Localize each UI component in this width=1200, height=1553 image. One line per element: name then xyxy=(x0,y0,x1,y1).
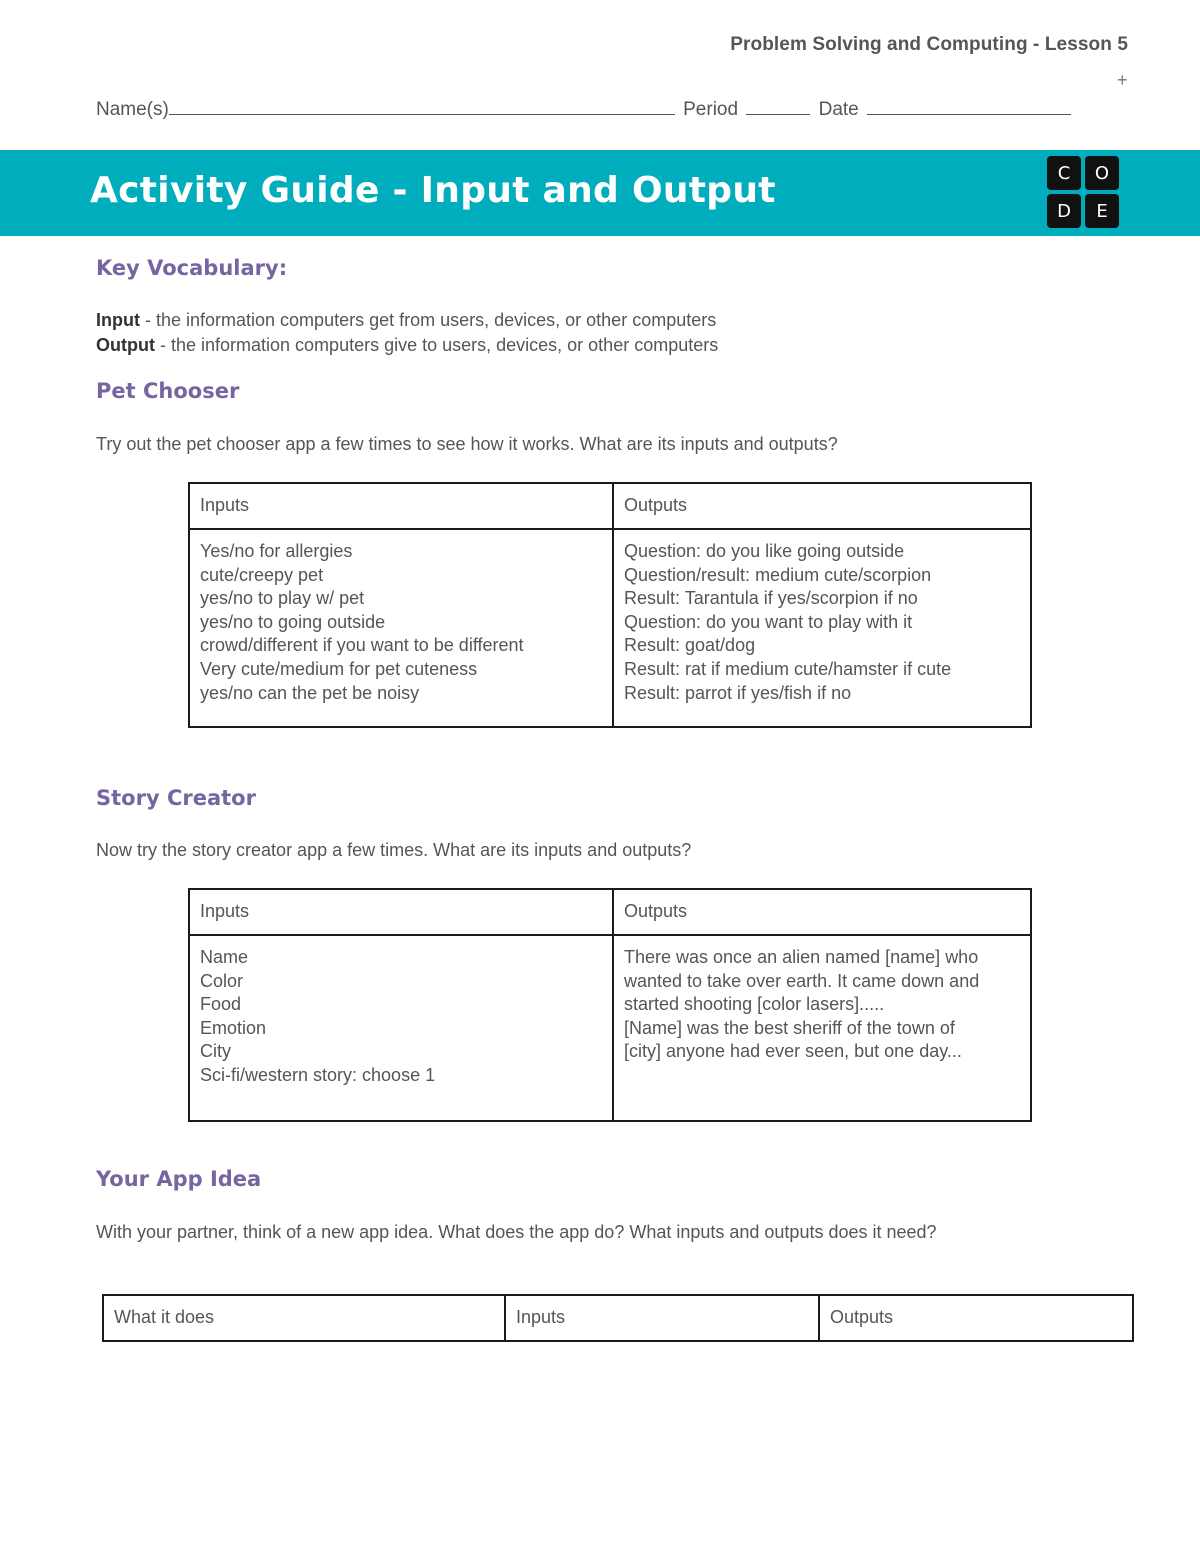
list-item: [Name] was the best sheriff of the town of xyxy=(624,1017,955,1038)
list-item: Result: parrot if yes/fish if no xyxy=(624,682,852,703)
what-it-does-column-header[interactable]: What it does xyxy=(103,1295,505,1341)
input-term: Input xyxy=(96,310,140,330)
date-label: Date xyxy=(818,99,859,120)
list-item: Very cute/medium for pet cuteness xyxy=(200,658,478,679)
story-inputs-cell[interactable] xyxy=(189,935,613,1121)
title-banner xyxy=(0,150,1200,236)
list-item: Emotion xyxy=(200,1017,267,1038)
list-item: wanted to take over earth. It came down and xyxy=(624,970,980,991)
outputs-column-header: Outputs xyxy=(613,483,1031,529)
list-item: Result: rat if medium cute/hamster if cute xyxy=(624,658,952,679)
logo-letter: E xyxy=(1085,194,1119,228)
inputs-column-header: Inputs xyxy=(189,483,613,529)
vocab-definitions xyxy=(96,308,718,358)
list-item: There was once an alien named [name] who xyxy=(624,947,979,967)
code-logo xyxy=(1047,156,1119,228)
app-idea-prompt: With your partner, think of a new app idea. What does the app do? What inputs and outputs does it need? xyxy=(96,1222,937,1242)
story-creator-prompt: Now try the story creator app a few times. What are its inputs and outputs? xyxy=(96,840,692,860)
list-item: Name xyxy=(200,947,249,967)
list-item: City xyxy=(200,1041,231,1062)
pet-chooser-prompt: Try out the pet chooser app a few times to see how it works. What are its inputs and outputs? xyxy=(96,434,838,454)
table-row xyxy=(189,935,1031,1121)
list-item: yes/no to play w/ pet xyxy=(200,588,365,609)
period-blank[interactable] xyxy=(746,96,810,115)
period-label: Period xyxy=(683,99,739,120)
app-idea-heading: Your App Idea xyxy=(96,1167,262,1191)
list-item: started shooting [color lasers]..... xyxy=(624,994,885,1015)
pet-outputs-cell[interactable] xyxy=(613,529,1031,727)
list-item: Food xyxy=(200,994,242,1015)
table-header-row xyxy=(189,483,1031,529)
output-definition xyxy=(96,333,718,358)
list-item: yes/no can the pet be noisy xyxy=(200,682,420,703)
list-item: [city] anyone had ever seen, but one day... xyxy=(624,1041,962,1062)
input-definition xyxy=(96,308,718,333)
table-header-row xyxy=(189,889,1031,935)
name-label: Name(s) xyxy=(96,99,169,120)
list-item: Result: Tarantula if yes/scorpion if no xyxy=(624,588,918,609)
story-creator-heading: Story Creator xyxy=(96,786,256,810)
outputs-column-header: Outputs xyxy=(613,889,1031,935)
inputs-column-header[interactable]: Inputs xyxy=(505,1295,819,1341)
course-lesson-title: Problem Solving and Computing - Lesson 5 xyxy=(730,34,1128,55)
list-item: Question/result: medium cute/scorpion xyxy=(624,564,932,585)
story-creator-table xyxy=(188,888,1032,1122)
pet-chooser-heading: Pet Chooser xyxy=(96,379,240,403)
list-item: Question: do you want to play with it xyxy=(624,611,913,632)
list-item: crowd/different if you want to be different xyxy=(200,635,524,656)
logo-letter: C xyxy=(1047,156,1081,190)
name-blank[interactable] xyxy=(169,96,675,115)
list-item: cute/creepy pet xyxy=(200,564,324,585)
pet-inputs-cell[interactable] xyxy=(189,529,613,727)
table-header-row xyxy=(103,1295,1133,1341)
list-item: Yes/no for allergies xyxy=(200,541,353,561)
app-idea-table xyxy=(102,1294,1134,1342)
list-item: Sci-fi/western story: choose 1 xyxy=(200,1064,436,1085)
list-item: Result: goat/dog xyxy=(624,635,756,656)
inputs-column-header: Inputs xyxy=(189,889,613,935)
list-item: Question: do you like going outside xyxy=(624,541,905,561)
key-vocabulary-heading: Key Vocabulary: xyxy=(96,256,288,280)
output-term: Output xyxy=(96,335,155,355)
plus-mark: + xyxy=(1117,70,1128,90)
list-item: Color xyxy=(200,970,244,991)
list-item: yes/no to going outside xyxy=(200,611,386,632)
logo-letter: D xyxy=(1047,194,1081,228)
pet-chooser-table xyxy=(188,482,1032,728)
logo-letter: O xyxy=(1085,156,1119,190)
activity-guide-title: Activity Guide - Input and Output xyxy=(90,170,776,211)
output-def: - the information computers give to users, devices, or other computers xyxy=(154,335,719,355)
table-row xyxy=(189,529,1031,727)
date-blank[interactable] xyxy=(867,96,1071,115)
student-info-line xyxy=(96,96,1074,121)
input-def: - the information computers get from users, devices, or other computers xyxy=(139,310,717,330)
story-outputs-cell[interactable] xyxy=(613,935,1031,1121)
outputs-column-header[interactable]: Outputs xyxy=(819,1295,1133,1341)
